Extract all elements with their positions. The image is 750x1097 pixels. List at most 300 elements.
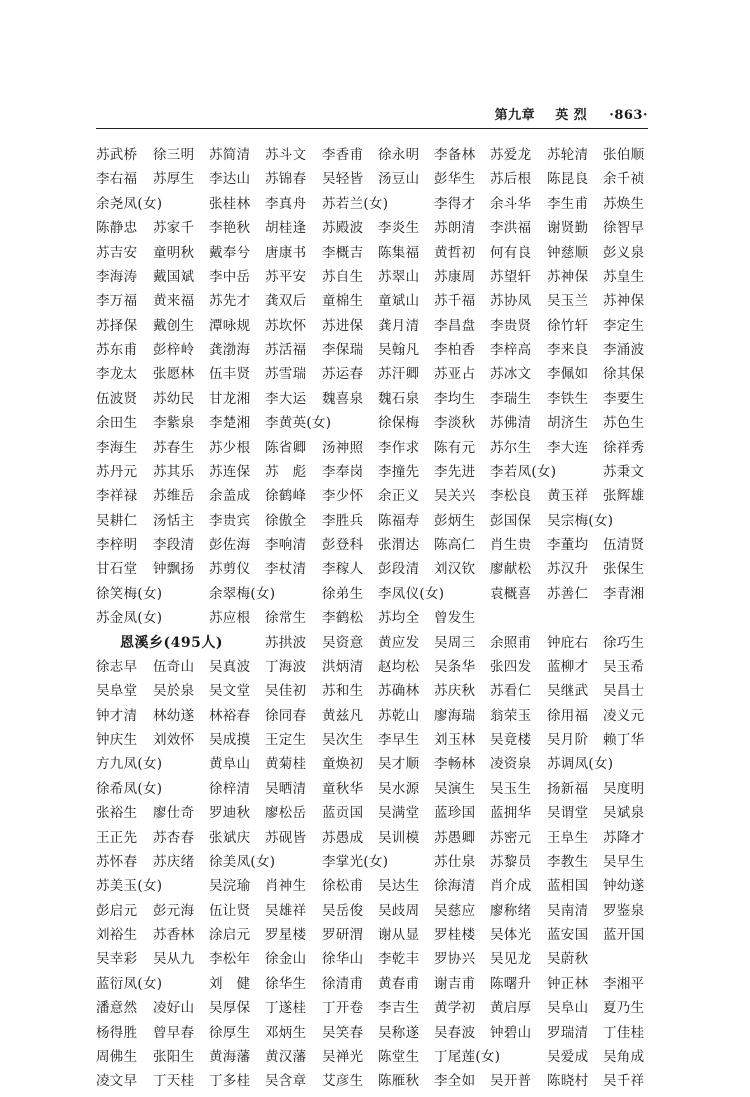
name-entry: 徐海清	[434, 878, 476, 895]
name-row	[96, 292, 656, 316]
name-entry: 李松年	[209, 951, 251, 968]
name-entry: 方九凤(女)	[96, 756, 163, 773]
name-entry: 彭炳生	[434, 512, 476, 529]
name-entry: 吴阜山	[547, 1000, 589, 1017]
name-entry: 徐金山	[265, 951, 307, 968]
name-entry: 廖献松	[490, 561, 532, 578]
name-entry: 李得才	[434, 195, 476, 212]
name-entry: 陈高仁	[434, 537, 476, 553]
header-rule	[96, 128, 648, 129]
name-entry: 余翠梅(女)	[209, 585, 276, 602]
name-entry: 李胜兵	[322, 512, 364, 529]
name-entry: 王阜生	[547, 829, 589, 846]
name-entry: 徐华山	[322, 951, 364, 968]
name-entry: 吴歧周	[378, 902, 420, 919]
name-entry: 钟才清	[96, 707, 138, 724]
name-row	[96, 390, 656, 414]
name-entry: 吴笑春	[322, 1024, 364, 1041]
name-entry: 苏家千	[153, 220, 195, 237]
name-entry: 何有良	[490, 244, 532, 261]
name-entry: 罗瑞清	[547, 1024, 589, 1041]
name-entry: 苏望轩	[490, 268, 532, 285]
name-entry: 余正义	[378, 488, 420, 505]
name-entry: 刘汉钦	[434, 561, 476, 578]
name-entry: 李响清	[265, 537, 307, 553]
name-entry: 钟碧山	[490, 1024, 532, 1041]
name-entry: 陈曙升	[490, 975, 532, 992]
name-entry: 钟飘扬	[153, 561, 195, 578]
name-entry: 伍奇山	[153, 658, 195, 675]
name-entry: 钟正林	[547, 975, 589, 992]
name-entry: 徐巧生	[603, 634, 645, 651]
name-entry: 吴慈应	[434, 902, 476, 919]
name-entry: 丁多桂	[209, 1073, 251, 1090]
name-entry: 李万福	[96, 293, 138, 310]
name-entry: 吴宗梅(女)	[547, 512, 614, 529]
name-entry: 黄春甫	[378, 975, 420, 992]
name-entry: 罗鉴泉	[603, 902, 645, 919]
name-entry: 苏自生	[322, 268, 364, 285]
name-entry: 龚双后	[265, 293, 307, 310]
name-entry: 谢贤勤	[547, 220, 589, 237]
name-entry: 彭梓岭	[153, 342, 195, 358]
name-entry: 谢从显	[378, 927, 420, 943]
name-entry: 张斌庆	[209, 829, 251, 846]
name-entry: 陈晓村	[547, 1073, 589, 1090]
name-entry: 李凤仪(女)	[378, 585, 445, 602]
name-entry: 苏拱波	[265, 634, 307, 651]
name-entry: 曾早春	[153, 1024, 195, 1041]
name-entry: 李淡秋	[434, 415, 476, 432]
name-entry: 苏仕泉	[434, 853, 476, 870]
name-entry: 汤豆山	[378, 171, 420, 188]
name-entry: 邓炳生	[265, 1024, 307, 1041]
name-entry: 徐常生	[265, 610, 307, 627]
name-row	[96, 268, 656, 292]
name-entry: 苏神保	[547, 268, 589, 285]
name-entry: 余盖成	[209, 488, 251, 505]
name-row	[96, 853, 656, 877]
name-entry: 苏密元	[490, 829, 532, 846]
name-entry: 李海涛	[96, 268, 138, 285]
name-entry: 张愿林	[153, 366, 195, 383]
name-entry: 李洪福	[490, 220, 532, 237]
name-entry: 林裕春	[209, 707, 251, 724]
name-entry: 丁天桂	[153, 1073, 195, 1090]
name-row	[96, 512, 656, 536]
name-entry: 张阳生	[153, 1048, 195, 1065]
name-entry: 苏雪瑞	[265, 366, 307, 383]
name-entry: 李概吉	[322, 244, 364, 261]
name-row	[96, 1072, 656, 1096]
name-entry: 汤恬主	[153, 512, 195, 529]
name-entry: 苏调凤(女)	[547, 756, 614, 773]
name-entry: 吴训模	[378, 829, 420, 846]
name-entry: 李达山	[209, 171, 251, 188]
name-entry: 吴条华	[434, 658, 476, 675]
name-entry: 黄菊桂	[265, 756, 307, 773]
name-entry: 苏善仁	[547, 585, 589, 602]
name-entry: 吴角成	[603, 1048, 645, 1065]
name-entry: 徐其保	[603, 366, 645, 383]
name-entry: 苏坎怀	[265, 317, 307, 334]
name-entry: 李梓明	[96, 537, 138, 553]
name-entry: 蓝衍凤(女)	[96, 975, 163, 992]
name-entry: 李要生	[603, 390, 645, 407]
name-row	[96, 1024, 656, 1048]
name-entry: 戴创生	[153, 317, 195, 334]
name-entry: 李真舟	[265, 195, 307, 212]
name-entry: 罗协兴	[434, 951, 476, 968]
name-entry: 吴早生	[603, 853, 645, 870]
name-entry: 吴体光	[490, 927, 532, 943]
name-entry: 黄启厚	[490, 1000, 532, 1017]
name-row	[96, 658, 656, 682]
name-entry: 苏春生	[153, 439, 195, 456]
name-entry: 李均生	[434, 390, 476, 407]
name-entry: 陈静忠	[96, 220, 138, 237]
name-row	[96, 146, 656, 170]
name-entry: 李掌光(女)	[322, 853, 389, 870]
name-entry: 苏乾山	[378, 707, 420, 724]
name-row	[96, 585, 656, 609]
name-entry: 吴玉希	[603, 658, 645, 675]
name-entry: 李若凤(女)	[490, 463, 557, 480]
name-entry: 彭登科	[322, 537, 364, 553]
name-entry: 苏汗卿	[378, 366, 420, 383]
name-entry: 陈福寿	[378, 512, 420, 529]
name-entry: 徐希凤(女)	[96, 780, 163, 797]
name-entry: 徐鹤峰	[265, 488, 307, 505]
name-entry: 苏黎员	[490, 853, 532, 870]
name-entry: 吴翰凡	[378, 342, 420, 358]
name-entry: 李大连	[547, 439, 589, 456]
name-row	[96, 463, 656, 487]
name-entry: 黄学初	[434, 1000, 476, 1017]
name-entry: 苏丹元	[96, 463, 138, 480]
name-entry: 戴奉兮	[209, 244, 251, 261]
name-entry: 苏维岳	[153, 488, 195, 505]
name-entry: 苏尔生	[490, 439, 532, 456]
name-entry: 苏进保	[322, 317, 364, 334]
name-entry: 吴千祥	[603, 1073, 645, 1090]
name-entry: 苏焕生	[603, 195, 645, 212]
name-row	[96, 877, 656, 901]
name-entry: 罗星楼	[265, 927, 307, 943]
name-entry: 李吉生	[378, 1000, 420, 1017]
name-entry: 苏看仁	[490, 683, 532, 700]
name-entry: 苏协凤	[490, 293, 532, 310]
name-entry: 李大运	[265, 390, 307, 407]
name-entry: 苏平安	[265, 268, 307, 285]
name-entry: 苏吉安	[96, 244, 138, 261]
name-row	[96, 926, 656, 950]
name-entry: 苏应根	[209, 610, 251, 627]
name-row	[96, 317, 656, 341]
name-entry: 王正先	[96, 829, 138, 846]
name-entry: 吴从九	[153, 951, 195, 968]
name-entry: 苏轮清	[547, 147, 589, 163]
name-row	[96, 439, 656, 463]
name-entry: 苏简清	[209, 147, 251, 163]
name-entry: 吴开普	[490, 1073, 532, 1090]
name-entry: 吴真波	[209, 658, 251, 675]
name-entry: 苏亚占	[434, 366, 476, 383]
name-entry: 吴才顺	[378, 756, 420, 773]
name-entry: 童明秋	[153, 244, 195, 261]
name-entry: 吴竟楼	[490, 732, 532, 748]
name-entry: 张渭达	[378, 537, 420, 553]
name-entry: 童秋华	[322, 780, 364, 797]
name-row	[96, 682, 656, 706]
name-entry: 苏锦春	[265, 171, 307, 188]
name-entry: 徐清甫	[322, 975, 364, 992]
name-entry: 吴文堂	[209, 683, 251, 700]
name-entry: 肖神生	[265, 878, 307, 895]
name-entry: 凌好山	[153, 1000, 195, 1017]
name-entry: 吴满堂	[378, 805, 420, 822]
name-entry: 李香甫	[322, 147, 364, 163]
name-entry: 苏汉升	[547, 561, 589, 578]
name-entry: 丁海波	[265, 658, 307, 675]
name-entry: 钟慈顺	[547, 244, 589, 261]
name-row	[96, 170, 656, 194]
name-entry: 李松良	[490, 488, 532, 505]
name-entry: 钟庆生	[96, 732, 138, 748]
name-entry: 苏庆秋	[434, 683, 476, 700]
name-entry: 蓝珍国	[434, 805, 476, 822]
name-entry: 李铁生	[547, 390, 589, 407]
name-row	[96, 244, 656, 268]
name-entry: 伍让贤	[209, 902, 251, 919]
name-row	[96, 707, 656, 731]
name-entry: 李涌波	[603, 342, 645, 358]
name-entry: 李定生	[603, 317, 645, 334]
name-entry: 苏皇生	[603, 268, 645, 285]
name-entry: 彭国保	[490, 512, 532, 529]
name-entry: 刘玉林	[434, 732, 476, 748]
name-entry: 李全如	[434, 1073, 476, 1090]
name-entry: 苏砚皆	[265, 829, 307, 846]
page-number: ·863·	[609, 108, 648, 123]
name-entry: 陈雁秋	[378, 1073, 420, 1090]
name-entry: 苏康周	[434, 268, 476, 285]
name-entry: 李贵宾	[209, 512, 251, 529]
name-entry: 胡济生	[547, 415, 589, 432]
name-entry: 彭元海	[153, 902, 195, 919]
name-entry: 钟幼遂	[603, 878, 645, 895]
name-entry: 赵均松	[378, 658, 420, 675]
name-entry: 李梓高	[490, 342, 532, 358]
name-entry: 吴轻皆	[322, 171, 364, 188]
name-row	[96, 560, 656, 584]
name-entry: 廖称绪	[490, 902, 532, 919]
name-entry: 徐志早	[96, 658, 138, 675]
name-entry: 苏色生	[603, 415, 645, 432]
name-entry: 汤神照	[322, 439, 364, 456]
name-entry: 徐用福	[547, 707, 589, 724]
name-entry: 童焕初	[322, 756, 364, 773]
name-row	[96, 536, 656, 560]
name-entry: 张保生	[603, 561, 645, 578]
name-row	[96, 780, 656, 804]
name-entry: 陈昆良	[547, 171, 589, 188]
name-entry: 吴爱成	[547, 1048, 589, 1065]
name-entry: 李楚湘	[209, 415, 251, 432]
name-entry: 李乾丰	[378, 951, 420, 968]
name-entry: 吴继武	[547, 683, 589, 700]
name-entry: 吴岳俊	[322, 902, 364, 919]
name-entry: 余千祯	[603, 171, 645, 188]
name-entry: 陈集福	[378, 244, 420, 261]
name-row	[96, 999, 656, 1023]
name-entry: 吴关兴	[434, 488, 476, 505]
name-entry: 吴资意	[322, 634, 364, 651]
chapter-label: 第九章	[494, 108, 536, 123]
name-entry: 徐祥秀	[603, 439, 645, 456]
name-row	[96, 829, 656, 853]
name-entry: 李右福	[96, 171, 138, 188]
name-entry: 吴达生	[378, 878, 420, 895]
name-entry: 吴玉生	[490, 780, 532, 797]
name-entry: 苏武桥	[96, 147, 138, 163]
name-entry: 李湘平	[603, 975, 645, 992]
name-entry: 苏活福	[265, 342, 307, 358]
name-entry: 吴幸彩	[96, 951, 138, 968]
name-entry: 苏降才	[603, 829, 645, 846]
name-entry: 苏愚成	[322, 829, 364, 846]
name-entry: 余田生	[96, 415, 138, 432]
name-row	[96, 341, 656, 365]
name-entry: 张四发	[490, 658, 532, 675]
name-entry: 蓝柳才	[547, 658, 589, 675]
name-entry: 苏冰文	[490, 366, 532, 383]
name-entry: 苏和生	[322, 683, 364, 700]
name-entry: 徐傲全	[265, 512, 307, 529]
name-entry: 苏怀春	[96, 853, 138, 870]
name-entry: 李中岳	[209, 268, 251, 285]
name-entry: 吴成摸	[209, 732, 251, 748]
name-entry: 王定生	[265, 732, 307, 748]
name-row	[96, 487, 656, 511]
name-entry: 黄阜山	[209, 756, 251, 773]
name-entry: 徐永明	[378, 147, 420, 163]
name-entry: 杨得胜	[96, 1024, 138, 1041]
name-row	[96, 1048, 656, 1072]
name-entry: 吴演生	[434, 780, 476, 797]
name-entry: 徐弟生	[322, 585, 364, 602]
name-entry: 黄应发	[378, 634, 420, 651]
page-header	[96, 104, 648, 126]
name-entry: 吴玉兰	[547, 293, 589, 310]
name-entry: 潭咏规	[209, 317, 251, 334]
name-entry: 吴雄祥	[265, 902, 307, 919]
name-entry: 吴水源	[378, 780, 420, 797]
name-entry: 李奉岗	[322, 463, 364, 480]
name-entry: 肖生贵	[490, 537, 532, 553]
name-entry: 刘裕生	[96, 927, 138, 943]
name-entry: 陈有元	[434, 439, 476, 456]
name-entry: 蓝贡国	[322, 805, 364, 822]
name-entry: 苏庆绪	[153, 853, 195, 870]
name-entry: 苏其乐	[153, 463, 195, 480]
name-entry: 徐厚生	[209, 1024, 251, 1041]
name-entry: 苏确林	[378, 683, 420, 700]
name-entry: 吴称遂	[378, 1024, 420, 1041]
name-entry: 伍清贤	[603, 537, 645, 553]
name-entry: 吴谓堂	[547, 805, 589, 822]
name-entry: 李柏香	[434, 342, 476, 358]
name-entry: 童斌山	[378, 293, 420, 310]
name-entry: 李海生	[96, 439, 138, 456]
name-entry: 李艳秋	[209, 220, 251, 237]
name-entry: 吴月阶	[547, 732, 589, 748]
name-entry: 吴浣瑜	[209, 878, 251, 895]
name-entry: 翁荣玉	[490, 707, 532, 724]
name-entry: 李董均	[547, 537, 589, 553]
name-row	[96, 950, 656, 974]
name-entry: 洪炳清	[322, 658, 364, 675]
name-entry: 彭段清	[378, 561, 420, 578]
name-entry: 吴禅光	[322, 1048, 364, 1065]
name-entry: 黄玉祥	[547, 488, 589, 505]
section-heading: 恩溪乡(495人)	[120, 634, 223, 651]
name-entry: 张伯顺	[603, 147, 645, 163]
name-entry: 蓝相国	[547, 878, 589, 895]
name-entry: 徐松甫	[322, 878, 364, 895]
name-entry: 苏幼民	[153, 390, 195, 407]
name-entry: 潘意然	[96, 1000, 138, 1017]
name-entry: 吴晒清	[265, 780, 307, 797]
name-entry: 李段清	[153, 537, 195, 553]
name-entry: 苏金凤(女)	[96, 610, 163, 627]
name-entry: 苏少根	[209, 439, 251, 456]
name-entry: 吴蔚秋	[547, 951, 589, 968]
name-entry: 李教生	[547, 853, 589, 870]
name-entry: 苏后根	[490, 171, 532, 188]
name-entry: 伍丰贤	[209, 366, 251, 383]
name-entry: 苏斗文	[265, 147, 307, 163]
name-entry: 苏佛清	[490, 415, 532, 432]
name-entry: 徐智早	[603, 220, 645, 237]
name-entry: 凌文早	[96, 1073, 138, 1090]
name-entry: 廖仕奇	[153, 805, 195, 822]
name-entry: 李贵贤	[490, 317, 532, 334]
name-entry: 李炎生	[378, 220, 420, 237]
name-entry: 李杖清	[265, 561, 307, 578]
name-entry: 苏剪仪	[209, 561, 251, 578]
name-entry: 余照甫	[490, 634, 532, 651]
name-entry: 徐梓清	[209, 780, 251, 797]
name-entry: 吴阜堂	[96, 683, 138, 700]
name-entry: 唐康书	[265, 244, 307, 261]
name-row	[96, 902, 656, 926]
name-entry: 徐同春	[265, 707, 307, 724]
name-entry: 伍波贤	[96, 390, 138, 407]
name-entry: 吴度明	[603, 780, 645, 797]
name-entry: 丁佳桂	[603, 1024, 645, 1041]
name-entry: 林幼遂	[153, 707, 195, 724]
name-entry: 徐笑梅(女)	[96, 585, 163, 602]
name-entry: 曾发生	[434, 610, 476, 627]
name-entry: 李畅林	[434, 756, 476, 773]
name-entry: 苏杏春	[153, 829, 195, 846]
name-entry: 苏爱龙	[490, 147, 532, 163]
name-entry: 彭华生	[434, 171, 476, 188]
name-entry: 童棉生	[322, 293, 364, 310]
name-entry: 夏乃生	[603, 1000, 645, 1017]
name-entry: 钟庇右	[547, 634, 589, 651]
